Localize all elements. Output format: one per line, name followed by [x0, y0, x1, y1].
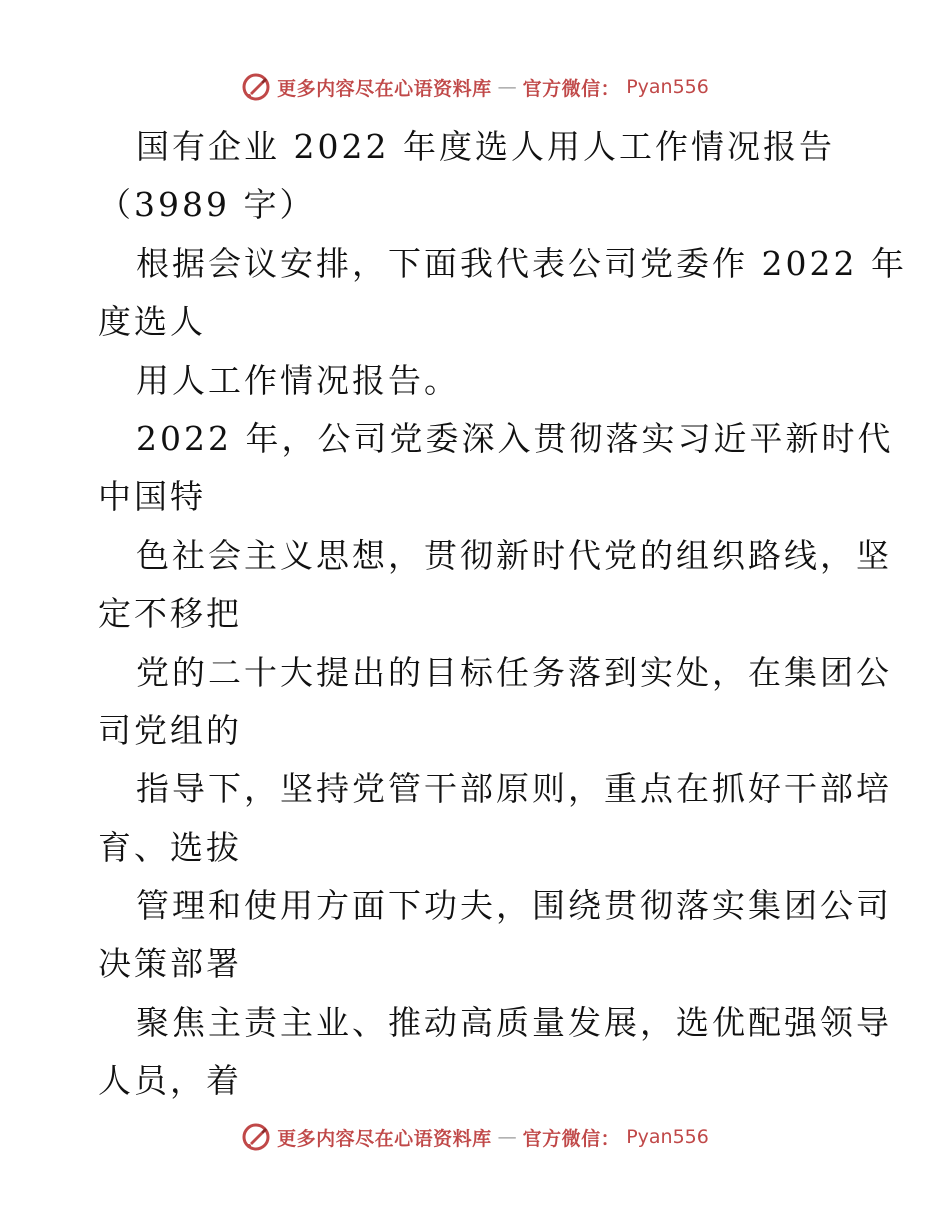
text-line: 司党组的 — [98, 710, 242, 750]
text-line: （3989 字） — [98, 185, 316, 225]
text-line: 国有企业 2022 年度选人用人工作情况报告 — [136, 127, 835, 166]
text-line: 管理和使用方面下功夫，围绕贯彻落实集团公司 — [136, 886, 892, 926]
text-line: 中国特 — [98, 477, 206, 517]
text-line: 育、选拔 — [98, 827, 242, 867]
text-line: 决策部署 — [98, 944, 242, 984]
text-line: 色社会主义思想，贯彻新时代党的组织路线，坚 — [136, 535, 892, 575]
pen-logo-icon — [241, 72, 271, 102]
text-line: 聚焦主责主业、推动高质量发展，选优配强领导 — [136, 1002, 892, 1042]
text-line: 度选人 — [98, 302, 206, 342]
watermark-main-text: 更多内容尽在心语资料库 — [277, 77, 492, 100]
text-line: 根据会议安排，下面我代表公司党委作 2022 年 — [136, 243, 907, 283]
header-watermark — [0, 72, 950, 102]
watermark-main-text: 更多内容尽在心语资料库 — [277, 1127, 492, 1150]
watermark-wechat-label: 官方微信： — [522, 1127, 621, 1150]
text-line: 用人工作情况报告。 — [136, 360, 460, 400]
watermark-wechat-id: Pyan556 — [626, 1126, 709, 1148]
watermark-wechat-label: 官方微信： — [522, 77, 621, 100]
watermark-wechat-id: Pyan556 — [626, 76, 709, 98]
text-line: 人员，着 — [98, 1061, 242, 1101]
text-line: 党的二十大提出的目标任务落到实处，在集团公 — [136, 652, 892, 692]
text-line: 2022 年，公司党委深入贯彻落实习近平新时代 — [136, 418, 894, 458]
text-line: 定不移把 — [98, 594, 242, 634]
document-body — [98, 118, 907, 1111]
text-line: 指导下，坚持党管干部原则，重点在抓好干部培 — [136, 769, 892, 809]
watermark-separator: — — [497, 76, 517, 98]
footer-watermark — [0, 1122, 950, 1152]
pen-logo-icon — [241, 1122, 271, 1152]
watermark-separator: — — [497, 1126, 517, 1148]
